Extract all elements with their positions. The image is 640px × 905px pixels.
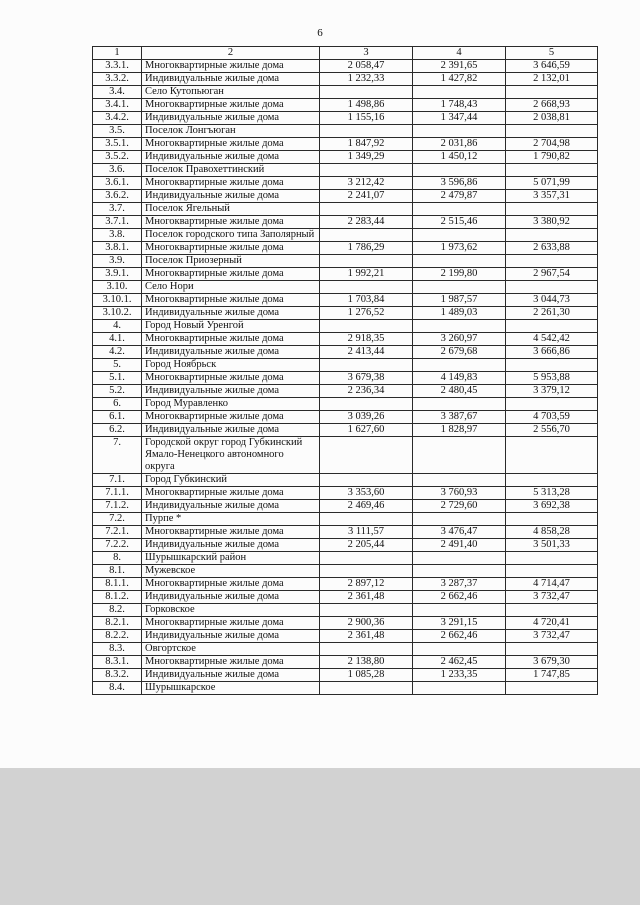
value-col5-cell: 2 132,01 bbox=[506, 73, 598, 86]
value-col4-cell: 2 515,46 bbox=[413, 216, 506, 229]
row-number-cell: 3.10.2. bbox=[93, 307, 142, 320]
row-name-cell: Поселок Правохеттинский bbox=[142, 164, 320, 177]
value-col5-cell: 3 679,30 bbox=[506, 656, 598, 669]
table-row bbox=[93, 216, 598, 229]
row-number-cell: 3.10.1. bbox=[93, 294, 142, 307]
row-name-cell: Индивидуальные жилые дома bbox=[142, 73, 320, 86]
value-col5-cell: 4 714,47 bbox=[506, 578, 598, 591]
value-col4-cell: 1 450,12 bbox=[413, 151, 506, 164]
row-number-cell: 8.1.2. bbox=[93, 591, 142, 604]
row-name-cell: Город Ноябрьск bbox=[142, 359, 320, 372]
row-number-cell: 8.2. bbox=[93, 604, 142, 617]
row-number-cell: 3.4.2. bbox=[93, 112, 142, 125]
value-col4-cell bbox=[413, 86, 506, 99]
value-col3-cell: 1 786,29 bbox=[320, 242, 413, 255]
value-col5-cell bbox=[506, 513, 598, 526]
row-number-cell: 7.2. bbox=[93, 513, 142, 526]
table-row bbox=[93, 617, 598, 630]
value-col4-cell bbox=[413, 552, 506, 565]
table-row bbox=[93, 281, 598, 294]
value-col4-cell: 3 260,97 bbox=[413, 333, 506, 346]
table-row bbox=[93, 138, 598, 151]
value-col3-cell: 2 413,44 bbox=[320, 346, 413, 359]
row-number-cell: 7.1.1. bbox=[93, 487, 142, 500]
row-number-cell: 3.4. bbox=[93, 86, 142, 99]
value-col5-cell: 5 953,88 bbox=[506, 372, 598, 385]
table-row bbox=[93, 125, 598, 138]
header-cell: 5 bbox=[506, 47, 598, 60]
value-col4-cell: 3 760,93 bbox=[413, 487, 506, 500]
value-col3-cell bbox=[320, 565, 413, 578]
value-col3-cell bbox=[320, 604, 413, 617]
row-number-cell: 3.6.1. bbox=[93, 177, 142, 190]
value-col5-cell: 5 313,28 bbox=[506, 487, 598, 500]
value-col5-cell bbox=[506, 474, 598, 487]
table-row bbox=[93, 346, 598, 359]
value-col4-cell: 2 391,65 bbox=[413, 60, 506, 73]
value-col5-cell: 2 668,93 bbox=[506, 99, 598, 112]
table-row bbox=[93, 385, 598, 398]
value-col4-cell bbox=[413, 281, 506, 294]
value-col4-cell: 2 662,46 bbox=[413, 630, 506, 643]
value-col3-cell bbox=[320, 513, 413, 526]
table-body bbox=[93, 47, 598, 695]
row-number-cell: 3.7. bbox=[93, 203, 142, 216]
value-col3-cell bbox=[320, 86, 413, 99]
table-row bbox=[93, 552, 598, 565]
value-col3-cell: 1 992,21 bbox=[320, 268, 413, 281]
row-name-cell: Многоквартирные жилые дома bbox=[142, 242, 320, 255]
page-number: 6 bbox=[317, 27, 323, 39]
value-col5-cell: 3 692,38 bbox=[506, 500, 598, 513]
value-col5-cell: 4 703,59 bbox=[506, 411, 598, 424]
row-name-cell: Индивидуальные жилые дома bbox=[142, 591, 320, 604]
value-col4-cell: 1 828,97 bbox=[413, 424, 506, 437]
row-number-cell: 4.1. bbox=[93, 333, 142, 346]
value-col5-cell: 3 646,59 bbox=[506, 60, 598, 73]
row-number-cell: 3.9.1. bbox=[93, 268, 142, 281]
table-row bbox=[93, 424, 598, 437]
value-col5-cell bbox=[506, 643, 598, 656]
value-col3-cell bbox=[320, 643, 413, 656]
value-col4-cell: 2 462,45 bbox=[413, 656, 506, 669]
value-col4-cell bbox=[413, 513, 506, 526]
row-number-cell: 7.1.2. bbox=[93, 500, 142, 513]
table-header-row bbox=[93, 47, 598, 60]
value-col3-cell bbox=[320, 682, 413, 695]
value-col4-cell: 2 479,87 bbox=[413, 190, 506, 203]
row-number-cell: 8.3. bbox=[93, 643, 142, 656]
row-number-cell: 8.2.1. bbox=[93, 617, 142, 630]
value-col5-cell bbox=[506, 255, 598, 268]
value-col3-cell: 2 897,12 bbox=[320, 578, 413, 591]
row-number-cell: 8.4. bbox=[93, 682, 142, 695]
row-number-cell: 5.2. bbox=[93, 385, 142, 398]
value-col4-cell bbox=[413, 320, 506, 333]
row-number-cell: 7. bbox=[93, 437, 142, 474]
row-name-cell: Многоквартирные жилые дома bbox=[142, 656, 320, 669]
value-col3-cell bbox=[320, 437, 413, 474]
value-col4-cell bbox=[413, 164, 506, 177]
value-col5-cell bbox=[506, 164, 598, 177]
row-number-cell: 3.9. bbox=[93, 255, 142, 268]
table-row bbox=[93, 500, 598, 513]
row-number-cell: 5.1. bbox=[93, 372, 142, 385]
value-col3-cell: 2 236,34 bbox=[320, 385, 413, 398]
table-row bbox=[93, 164, 598, 177]
row-number-cell: 8. bbox=[93, 552, 142, 565]
row-name-cell: Многоквартирные жилые дома bbox=[142, 268, 320, 281]
header-cell: 1 bbox=[93, 47, 142, 60]
value-col3-cell: 1 627,60 bbox=[320, 424, 413, 437]
row-name-cell: Индивидуальные жилые дома bbox=[142, 539, 320, 552]
row-number-cell: 8.1.1. bbox=[93, 578, 142, 591]
value-col4-cell bbox=[413, 682, 506, 695]
value-col5-cell bbox=[506, 604, 598, 617]
table-row bbox=[93, 177, 598, 190]
value-col4-cell: 1 233,35 bbox=[413, 669, 506, 682]
value-col4-cell: 2 199,80 bbox=[413, 268, 506, 281]
header-cell: 4 bbox=[413, 47, 506, 60]
row-number-cell: 3.6. bbox=[93, 164, 142, 177]
value-col3-cell: 2 241,07 bbox=[320, 190, 413, 203]
value-col4-cell: 2 729,60 bbox=[413, 500, 506, 513]
row-name-cell: Многоквартирные жилые дома bbox=[142, 372, 320, 385]
row-name-cell: Горковское bbox=[142, 604, 320, 617]
value-col4-cell: 4 149,83 bbox=[413, 372, 506, 385]
value-col5-cell: 4 858,28 bbox=[506, 526, 598, 539]
row-name-cell: Город Губкинский bbox=[142, 474, 320, 487]
value-col5-cell bbox=[506, 682, 598, 695]
row-number-cell: 8.3.1. bbox=[93, 656, 142, 669]
value-col3-cell: 2 469,46 bbox=[320, 500, 413, 513]
value-col5-cell: 1 790,82 bbox=[506, 151, 598, 164]
table-row bbox=[93, 86, 598, 99]
table-row bbox=[93, 437, 598, 474]
value-col5-cell: 2 261,30 bbox=[506, 307, 598, 320]
value-col3-cell: 2 058,47 bbox=[320, 60, 413, 73]
value-col5-cell: 2 038,81 bbox=[506, 112, 598, 125]
value-col4-cell: 1 987,57 bbox=[413, 294, 506, 307]
value-col3-cell bbox=[320, 125, 413, 138]
row-name-cell: Многоквартирные жилые дома bbox=[142, 617, 320, 630]
value-col4-cell: 3 596,86 bbox=[413, 177, 506, 190]
value-col3-cell bbox=[320, 474, 413, 487]
row-name-cell: Поселок Приозерный bbox=[142, 255, 320, 268]
row-name-cell: Пурпе * bbox=[142, 513, 320, 526]
row-name-cell: Многоквартирные жилые дома bbox=[142, 487, 320, 500]
table-row bbox=[93, 526, 598, 539]
value-col5-cell: 3 357,31 bbox=[506, 190, 598, 203]
table-row bbox=[93, 255, 598, 268]
value-col3-cell bbox=[320, 203, 413, 216]
value-col3-cell: 1 847,92 bbox=[320, 138, 413, 151]
table-row bbox=[93, 604, 598, 617]
value-col3-cell: 2 918,35 bbox=[320, 333, 413, 346]
value-col4-cell bbox=[413, 398, 506, 411]
value-col4-cell: 1 489,03 bbox=[413, 307, 506, 320]
header-cell: 3 bbox=[320, 47, 413, 60]
row-number-cell: 3.7.1. bbox=[93, 216, 142, 229]
value-col3-cell: 1 276,52 bbox=[320, 307, 413, 320]
value-col5-cell bbox=[506, 86, 598, 99]
value-col4-cell bbox=[413, 604, 506, 617]
value-col5-cell bbox=[506, 320, 598, 333]
value-col3-cell: 3 353,60 bbox=[320, 487, 413, 500]
row-number-cell: 3.5.1. bbox=[93, 138, 142, 151]
row-name-cell: Многоквартирные жилые дома bbox=[142, 177, 320, 190]
row-name-cell: Город Муравленко bbox=[142, 398, 320, 411]
header-cell: 2 bbox=[142, 47, 320, 60]
tariff-table bbox=[92, 46, 598, 695]
table-row bbox=[93, 578, 598, 591]
row-number-cell: 8.3.2. bbox=[93, 669, 142, 682]
row-name-cell: Многоквартирные жилые дома bbox=[142, 60, 320, 73]
value-col5-cell: 2 633,88 bbox=[506, 242, 598, 255]
table-row bbox=[93, 474, 598, 487]
row-name-cell: Город Новый Уренгой bbox=[142, 320, 320, 333]
row-number-cell: 6. bbox=[93, 398, 142, 411]
table-row bbox=[93, 372, 598, 385]
row-number-cell: 3.3.2. bbox=[93, 73, 142, 86]
row-number-cell: 4. bbox=[93, 320, 142, 333]
value-col4-cell: 1 973,62 bbox=[413, 242, 506, 255]
row-name-cell: Индивидуальные жилые дома bbox=[142, 630, 320, 643]
value-col3-cell bbox=[320, 281, 413, 294]
value-col5-cell: 3 379,12 bbox=[506, 385, 598, 398]
value-col3-cell bbox=[320, 229, 413, 242]
row-name-cell: Индивидуальные жилые дома bbox=[142, 346, 320, 359]
row-name-cell: Индивидуальные жилые дома bbox=[142, 385, 320, 398]
value-col4-cell bbox=[413, 359, 506, 372]
value-col3-cell: 2 138,80 bbox=[320, 656, 413, 669]
row-number-cell: 7.2.1. bbox=[93, 526, 142, 539]
value-col3-cell: 1 498,86 bbox=[320, 99, 413, 112]
value-col3-cell bbox=[320, 320, 413, 333]
value-col5-cell: 3 732,47 bbox=[506, 630, 598, 643]
value-col4-cell bbox=[413, 437, 506, 474]
value-col4-cell bbox=[413, 565, 506, 578]
value-col4-cell bbox=[413, 255, 506, 268]
value-col5-cell: 3 732,47 bbox=[506, 591, 598, 604]
value-col5-cell bbox=[506, 125, 598, 138]
value-col3-cell bbox=[320, 359, 413, 372]
row-name-cell: Многоквартирные жилые дома bbox=[142, 526, 320, 539]
row-number-cell: 6.2. bbox=[93, 424, 142, 437]
row-name-cell: Многоквартирные жилые дома bbox=[142, 333, 320, 346]
row-name-cell: Многоквартирные жилые дома bbox=[142, 216, 320, 229]
value-col5-cell: 2 556,70 bbox=[506, 424, 598, 437]
value-col4-cell: 3 476,47 bbox=[413, 526, 506, 539]
row-name-cell: Индивидуальные жилые дома bbox=[142, 112, 320, 125]
row-name-cell: Индивидуальные жилые дома bbox=[142, 424, 320, 437]
value-col4-cell: 1 347,44 bbox=[413, 112, 506, 125]
table-row bbox=[93, 565, 598, 578]
value-col5-cell: 1 747,85 bbox=[506, 669, 598, 682]
table-row bbox=[93, 99, 598, 112]
value-col3-cell: 2 361,48 bbox=[320, 591, 413, 604]
row-name-cell: Многоквартирные жилые дома bbox=[142, 578, 320, 591]
value-col4-cell: 2 662,46 bbox=[413, 591, 506, 604]
value-col3-cell bbox=[320, 164, 413, 177]
row-name-cell: Индивидуальные жилые дома bbox=[142, 500, 320, 513]
value-col5-cell bbox=[506, 203, 598, 216]
table-row bbox=[93, 539, 598, 552]
row-name-cell: Село Нори bbox=[142, 281, 320, 294]
row-number-cell: 3.10. bbox=[93, 281, 142, 294]
table-row bbox=[93, 487, 598, 500]
value-col5-cell bbox=[506, 552, 598, 565]
value-col4-cell: 2 679,68 bbox=[413, 346, 506, 359]
value-col5-cell: 3 501,33 bbox=[506, 539, 598, 552]
value-col4-cell bbox=[413, 643, 506, 656]
row-number-cell: 3.5.2. bbox=[93, 151, 142, 164]
value-col5-cell: 3 044,73 bbox=[506, 294, 598, 307]
table-row bbox=[93, 320, 598, 333]
row-number-cell: 3.6.2. bbox=[93, 190, 142, 203]
value-col4-cell: 1 748,43 bbox=[413, 99, 506, 112]
row-name-cell: Индивидуальные жилые дома bbox=[142, 151, 320, 164]
row-number-cell: 5. bbox=[93, 359, 142, 372]
row-number-cell: 7.2.2. bbox=[93, 539, 142, 552]
value-col5-cell: 3 380,92 bbox=[506, 216, 598, 229]
row-name-cell: Индивидуальные жилые дома bbox=[142, 307, 320, 320]
row-name-cell: Индивидуальные жилые дома bbox=[142, 669, 320, 682]
value-col3-cell bbox=[320, 552, 413, 565]
value-col3-cell: 3 039,26 bbox=[320, 411, 413, 424]
value-col5-cell bbox=[506, 565, 598, 578]
value-col5-cell: 5 071,99 bbox=[506, 177, 598, 190]
row-number-cell: 3.5. bbox=[93, 125, 142, 138]
row-number-cell: 3.3.1. bbox=[93, 60, 142, 73]
value-col4-cell: 3 287,37 bbox=[413, 578, 506, 591]
table-row bbox=[93, 203, 598, 216]
row-number-cell: 6.1. bbox=[93, 411, 142, 424]
value-col4-cell bbox=[413, 125, 506, 138]
row-name-cell: Городской округ город Губкинский Ямало-Ненецкого автономного округа bbox=[142, 437, 320, 474]
value-col4-cell: 3 387,67 bbox=[413, 411, 506, 424]
row-name-cell: Поселок Лонгъюган bbox=[142, 125, 320, 138]
value-col3-cell: 2 900,36 bbox=[320, 617, 413, 630]
table-row bbox=[93, 294, 598, 307]
table-row bbox=[93, 229, 598, 242]
table-row bbox=[93, 669, 598, 682]
row-name-cell: Поселок Ягельный bbox=[142, 203, 320, 216]
row-number-cell: 8.1. bbox=[93, 565, 142, 578]
table-row bbox=[93, 112, 598, 125]
row-name-cell: Поселок городского типа Заполярный bbox=[142, 229, 320, 242]
row-name-cell: Индивидуальные жилые дома bbox=[142, 190, 320, 203]
table-row bbox=[93, 398, 598, 411]
value-col3-cell bbox=[320, 255, 413, 268]
value-col3-cell: 1 349,29 bbox=[320, 151, 413, 164]
table-row bbox=[93, 190, 598, 203]
table-row bbox=[93, 411, 598, 424]
value-col4-cell: 3 291,15 bbox=[413, 617, 506, 630]
value-col3-cell: 3 679,38 bbox=[320, 372, 413, 385]
value-col3-cell: 3 111,57 bbox=[320, 526, 413, 539]
value-col5-cell bbox=[506, 281, 598, 294]
value-col5-cell: 4 542,42 bbox=[506, 333, 598, 346]
value-col4-cell bbox=[413, 203, 506, 216]
table-row bbox=[93, 630, 598, 643]
row-name-cell: Многоквартирные жилые дома bbox=[142, 138, 320, 151]
table-row bbox=[93, 333, 598, 346]
table-row bbox=[93, 73, 598, 86]
value-col3-cell: 1 232,33 bbox=[320, 73, 413, 86]
table-row bbox=[93, 682, 598, 695]
row-name-cell: Мужевское bbox=[142, 565, 320, 578]
value-col4-cell: 2 031,86 bbox=[413, 138, 506, 151]
table-row bbox=[93, 359, 598, 372]
value-col4-cell bbox=[413, 474, 506, 487]
value-col4-cell bbox=[413, 229, 506, 242]
value-col5-cell bbox=[506, 437, 598, 474]
row-number-cell: 7.1. bbox=[93, 474, 142, 487]
row-number-cell: 4.2. bbox=[93, 346, 142, 359]
value-col3-cell: 3 212,42 bbox=[320, 177, 413, 190]
value-col4-cell: 1 427,82 bbox=[413, 73, 506, 86]
row-name-cell: Шурышкарский район bbox=[142, 552, 320, 565]
value-col3-cell: 2 283,44 bbox=[320, 216, 413, 229]
table-row bbox=[93, 643, 598, 656]
row-number-cell: 3.8.1. bbox=[93, 242, 142, 255]
value-col3-cell bbox=[320, 398, 413, 411]
value-col3-cell: 1 703,84 bbox=[320, 294, 413, 307]
table-row bbox=[93, 60, 598, 73]
table-row bbox=[93, 591, 598, 604]
row-name-cell: Овгортское bbox=[142, 643, 320, 656]
row-number-cell: 3.8. bbox=[93, 229, 142, 242]
value-col5-cell bbox=[506, 229, 598, 242]
value-col4-cell: 2 480,45 bbox=[413, 385, 506, 398]
table-row bbox=[93, 513, 598, 526]
table-row bbox=[93, 307, 598, 320]
value-col5-cell: 2 704,98 bbox=[506, 138, 598, 151]
value-col5-cell bbox=[506, 398, 598, 411]
row-name-cell: Многоквартирные жилые дома bbox=[142, 411, 320, 424]
value-col3-cell: 1 155,16 bbox=[320, 112, 413, 125]
row-name-cell: Многоквартирные жилые дома bbox=[142, 99, 320, 112]
value-col5-cell: 4 720,41 bbox=[506, 617, 598, 630]
value-col3-cell: 2 205,44 bbox=[320, 539, 413, 552]
row-name-cell: Многоквартирные жилые дома bbox=[142, 294, 320, 307]
value-col5-cell: 2 967,54 bbox=[506, 268, 598, 281]
row-number-cell: 3.4.1. bbox=[93, 99, 142, 112]
table-row bbox=[93, 151, 598, 164]
value-col3-cell: 1 085,28 bbox=[320, 669, 413, 682]
value-col4-cell: 2 491,40 bbox=[413, 539, 506, 552]
table-row bbox=[93, 242, 598, 255]
value-col5-cell bbox=[506, 359, 598, 372]
row-name-cell: Шурышкарское bbox=[142, 682, 320, 695]
value-col3-cell: 2 361,48 bbox=[320, 630, 413, 643]
row-number-cell: 8.2.2. bbox=[93, 630, 142, 643]
table-row bbox=[93, 656, 598, 669]
table-row bbox=[93, 268, 598, 281]
value-col5-cell: 3 666,86 bbox=[506, 346, 598, 359]
row-name-cell: Село Кутопьюган bbox=[142, 86, 320, 99]
